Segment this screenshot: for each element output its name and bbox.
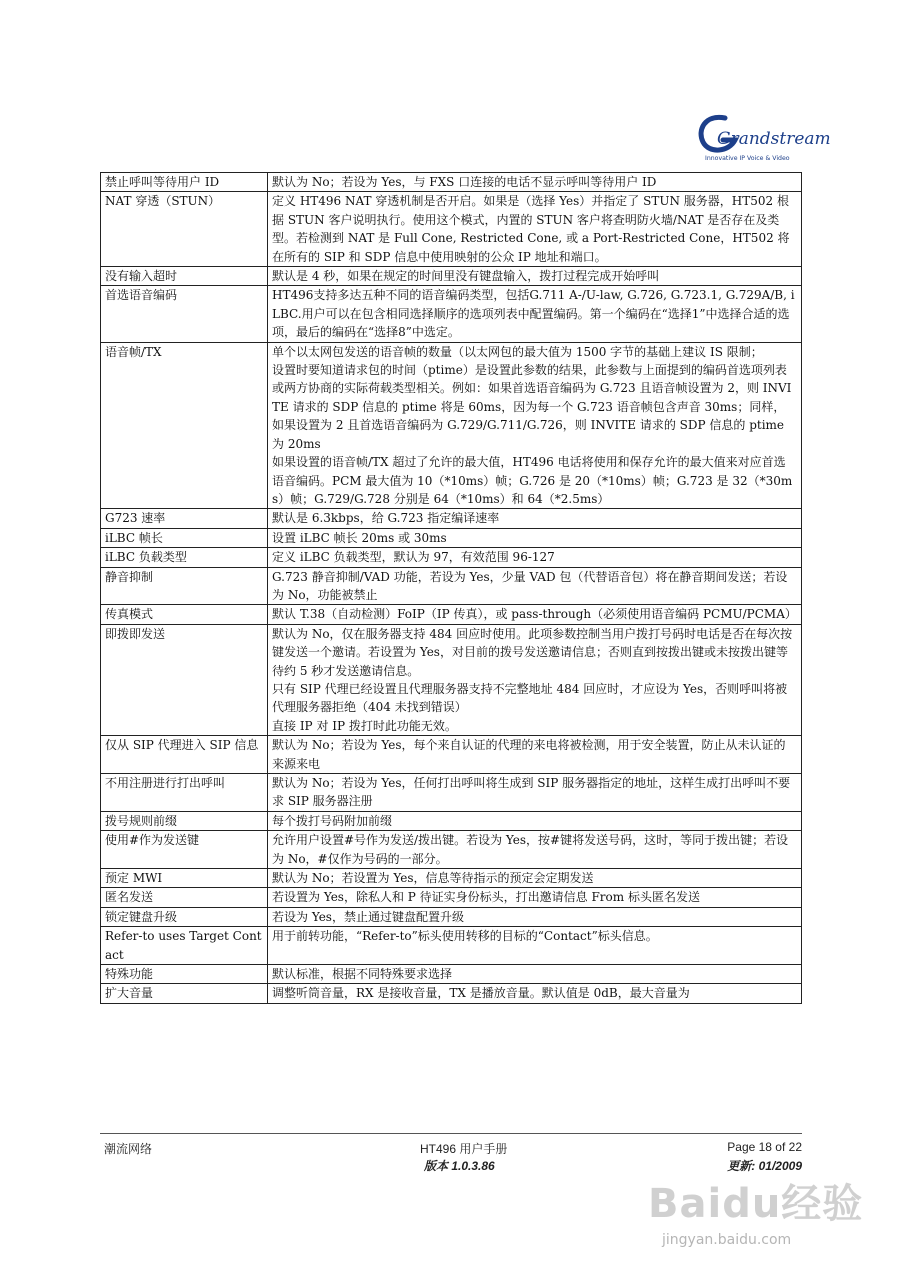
table-row [101,831,802,869]
table-row [101,774,802,812]
setting-description [268,888,802,907]
table-row [101,509,802,528]
description-line: 直接 IP 对 IP 拨打时此功能无效。 [272,718,457,733]
setting-name: 使用#作为发送键 [101,831,268,869]
description-line: HT496支持多达五种不同的语音编码类型，包括G.711 A-/U-law, G.726, G.723.1, G.729A/B, iLBC.用户可以在包含相同选择顺序的选项列表中配置编码。第一个编码在“选择1”中选择合适的选项，最后的编码在“选择8”中选定。 [272,288,795,340]
setting-name: 不用注册进行打出呼叫 [101,774,268,812]
setting-description [268,831,802,869]
footer-updated: 更新: 01/2009 [727,1159,802,1173]
setting-name: 扩大音量 [101,984,268,1003]
description-line: 若设为 Yes，禁止通过键盘配置升级 [272,909,464,924]
watermark-url: jingyan.baidu.com [662,1232,792,1248]
setting-name: 拨号规则前缀 [101,811,268,830]
setting-description [268,548,802,567]
table-row [101,605,802,624]
setting-description [268,567,802,605]
baidu-watermark [640,1170,880,1270]
table-row [101,567,802,605]
setting-name: 匿名发送 [101,888,268,907]
description-line: 定义 HT496 NAT 穿透机制是否开启。如果是（选择 Yes）并指定了 STUN 服务器，HT502 根据 STUN 客户说明执行。使用这个模式，内置的 STUN 客户将查明防火墙/NAT 是否存在及类型。若检测到 NAT 是 Full Cone, Restricted Cone, 或 a Port-Restricted Cone，HT502 将在所有的 SIP 和 SDP 信息中使用映射的公众 IP 地址和端口。 [272,194,790,264]
description-line: 默认标准，根据不同特殊要求选择 [272,967,453,982]
footer-title: HT496 用户手册 [420,1142,508,1156]
setting-description [268,774,802,812]
setting-description [268,965,802,984]
setting-description [268,286,802,342]
setting-description [268,192,802,267]
setting-name: 仅从 SIP 代理进入 SIP 信息 [101,736,268,774]
table-row [101,907,802,926]
table-row [101,811,802,830]
setting-name: 锁定键盘升级 [101,907,268,926]
footer-version: 版本 1.0.3.86 [424,1159,495,1173]
watermark-brand: Baidu经验 [648,1181,864,1227]
description-line: 默认为 No，仅在服务器支持 484 回应时使用。此项参数控制当用户拨打号码时电话是否在每次按键发送一个邀请。若设置为 Yes，对目前的拨号发送邀请信息；否则直到按拨出键或未按拨出键等待约 5 秒才发送邀请信息。 [272,626,793,678]
table-row [101,192,802,267]
description-line: 调整听筒音量，RX 是接收音量，TX 是播放音量。默认值是 0dB，最大音量为 [272,986,690,1001]
table-row [101,965,802,984]
setting-description [268,342,802,509]
setting-description [268,984,802,1003]
table-row [101,888,802,907]
table-row [101,736,802,774]
table-row [101,267,802,286]
setting-description [268,811,802,830]
description-line: 允许用户设置#号作为发送/拨出键。若设为 Yes，按#键将发送号码，这时，等同于拨出键；若设为 No，#仅作为号码的一部分。 [272,833,789,866]
description-line: 若设置为 Yes，除私人和 P 待证实身份标头，打出邀请信息 From 标头匿名发送 [272,890,700,905]
setting-description [268,624,802,735]
setting-name: iLBC 帧长 [101,528,268,547]
setting-description [268,509,802,528]
setting-name: Refer-to uses Target Contact [101,927,268,965]
description-line: 默认为 No；若设为 Yes，与 FXS 口连接的电话不显示呼叫等待用户 ID [272,175,657,189]
table-row [101,548,802,567]
setting-name: 没有输入超时 [101,267,268,286]
description-line: 默认为 No；若设为 Yes，任何打出呼叫将生成到 SIP 服务器指定的地址，这样生成打出呼叫不要求 SIP 服务器注册 [272,776,791,809]
settings-rows [101,173,802,1004]
description-line: 只有 SIP 代理已经设置且代理服务器支持不完整地址 484 回应时，才应设为 Yes，否则呼叫将被代理服务器拒绝（404 未找到错误） [272,681,788,715]
footer-page-number: Page 18 of 22 [727,1140,802,1154]
setting-description [268,528,802,547]
description-line: 定义 iLBC 负载类型，默认为 97，有效范围 96-127 [272,550,555,565]
setting-name: 禁止呼叫等待用户 ID [101,173,268,192]
description-line: 如果设置的语音帧/TX 超过了允许的最大值，HT496 电话将使用和保存允许的最大值来对应首选语音编码。PCM 最大值为 10（*10ms）帧；G.726 是 20（*10ms）帧；G.723 是 32（*30ms）帧；G.729/G.728 分别是 64（*10ms）和 64（*2.5ms） [272,455,793,506]
grandstream-logo [695,110,831,168]
setting-description [268,605,802,624]
setting-description [268,267,802,286]
setting-name: 首选语音编码 [101,286,268,342]
setting-description [268,927,802,965]
description-line: 用于前转功能，“Refer-to”标头使用转移的目标的“Contact”标头信息。 [272,929,658,944]
description-line: 设置时要知道请求包的时间（ptime）是设置此参数的结果，此参数与上面提到的编码首选项列表或两方协商的实际荷载类型相关。例如：如果首选语音编码为 G.723 且语音帧设置为 2，则 INVITE 请求的 SDP 信息的 ptime 将是 60ms，因为每一个 G.723 语音帧包含声音 30ms；同样，如果设置为 2 且首选语音编码为 G.729/G.711/G.726，则 INVITE 请求的 SDP 信息的 ptime 为 20ms [272,363,792,451]
footer-company: 潮流网络 [104,1142,153,1156]
setting-description [268,907,802,926]
description-line: 设置 iLBC 帧长 20ms 或 30ms [272,530,447,545]
description-line: G.723 静音抑制/VAD 功能，若设为 Yes，少量 VAD 包（代替语音包）将在静音期间发送；若设为 No，功能被禁止 [272,569,788,602]
description-line: 单个以太网包发送的语音帧的数量（以太网包的最大值为 1500 字节的基础上建议 IS 限制； [272,344,763,359]
logo-tagline: Innovative IP Voice & Video [705,155,790,162]
table-row [101,286,802,342]
table-row [101,528,802,547]
setting-name: 特殊功能 [101,965,268,984]
description-line: 默认为 No；若设为 Yes，每个来自认证的代理的来电将被检测，用于安全装置，防止从未认证的来源来电 [272,738,786,771]
setting-name: 预定 MWI [101,869,268,888]
setting-name: 传真模式 [101,605,268,624]
description-line: 默认是 4 秒，如果在规定的时间里没有键盘输入，拨打过程完成开始呼叫 [272,269,660,284]
table-row [101,984,802,1003]
table-row [101,624,802,735]
table-row [101,927,802,965]
setting-name: 语音帧/TX [101,342,268,509]
description-line: 每个拨打号码附加前缀 [272,813,393,828]
setting-description [268,736,802,774]
table-row [101,342,802,509]
setting-name: G723 速率 [101,509,268,528]
settings-table [100,172,802,1004]
setting-name: 静音抑制 [101,567,268,605]
table-row [101,173,802,192]
footer-divider [100,1133,802,1134]
setting-name: NAT 穿透（STUN） [101,192,268,267]
setting-name: 即拨即发送 [101,624,268,735]
setting-description [268,869,802,888]
setting-name: iLBC 负载类型 [101,548,268,567]
table-row [101,869,802,888]
description-line: 默认是 6.3kbps，给 G.723 指定编译速率 [272,511,500,526]
description-line: 默认 T.38（自动检测）FoIP（IP 传真），或 pass-through（必须使用语音编码 PCMU/PCMA） [272,607,797,622]
setting-description [268,173,802,192]
logo-brand: Grandstream [717,129,831,149]
description-line: 默认为 No；若设置为 Yes，信息等待指示的预定会定期发送 [272,871,594,886]
